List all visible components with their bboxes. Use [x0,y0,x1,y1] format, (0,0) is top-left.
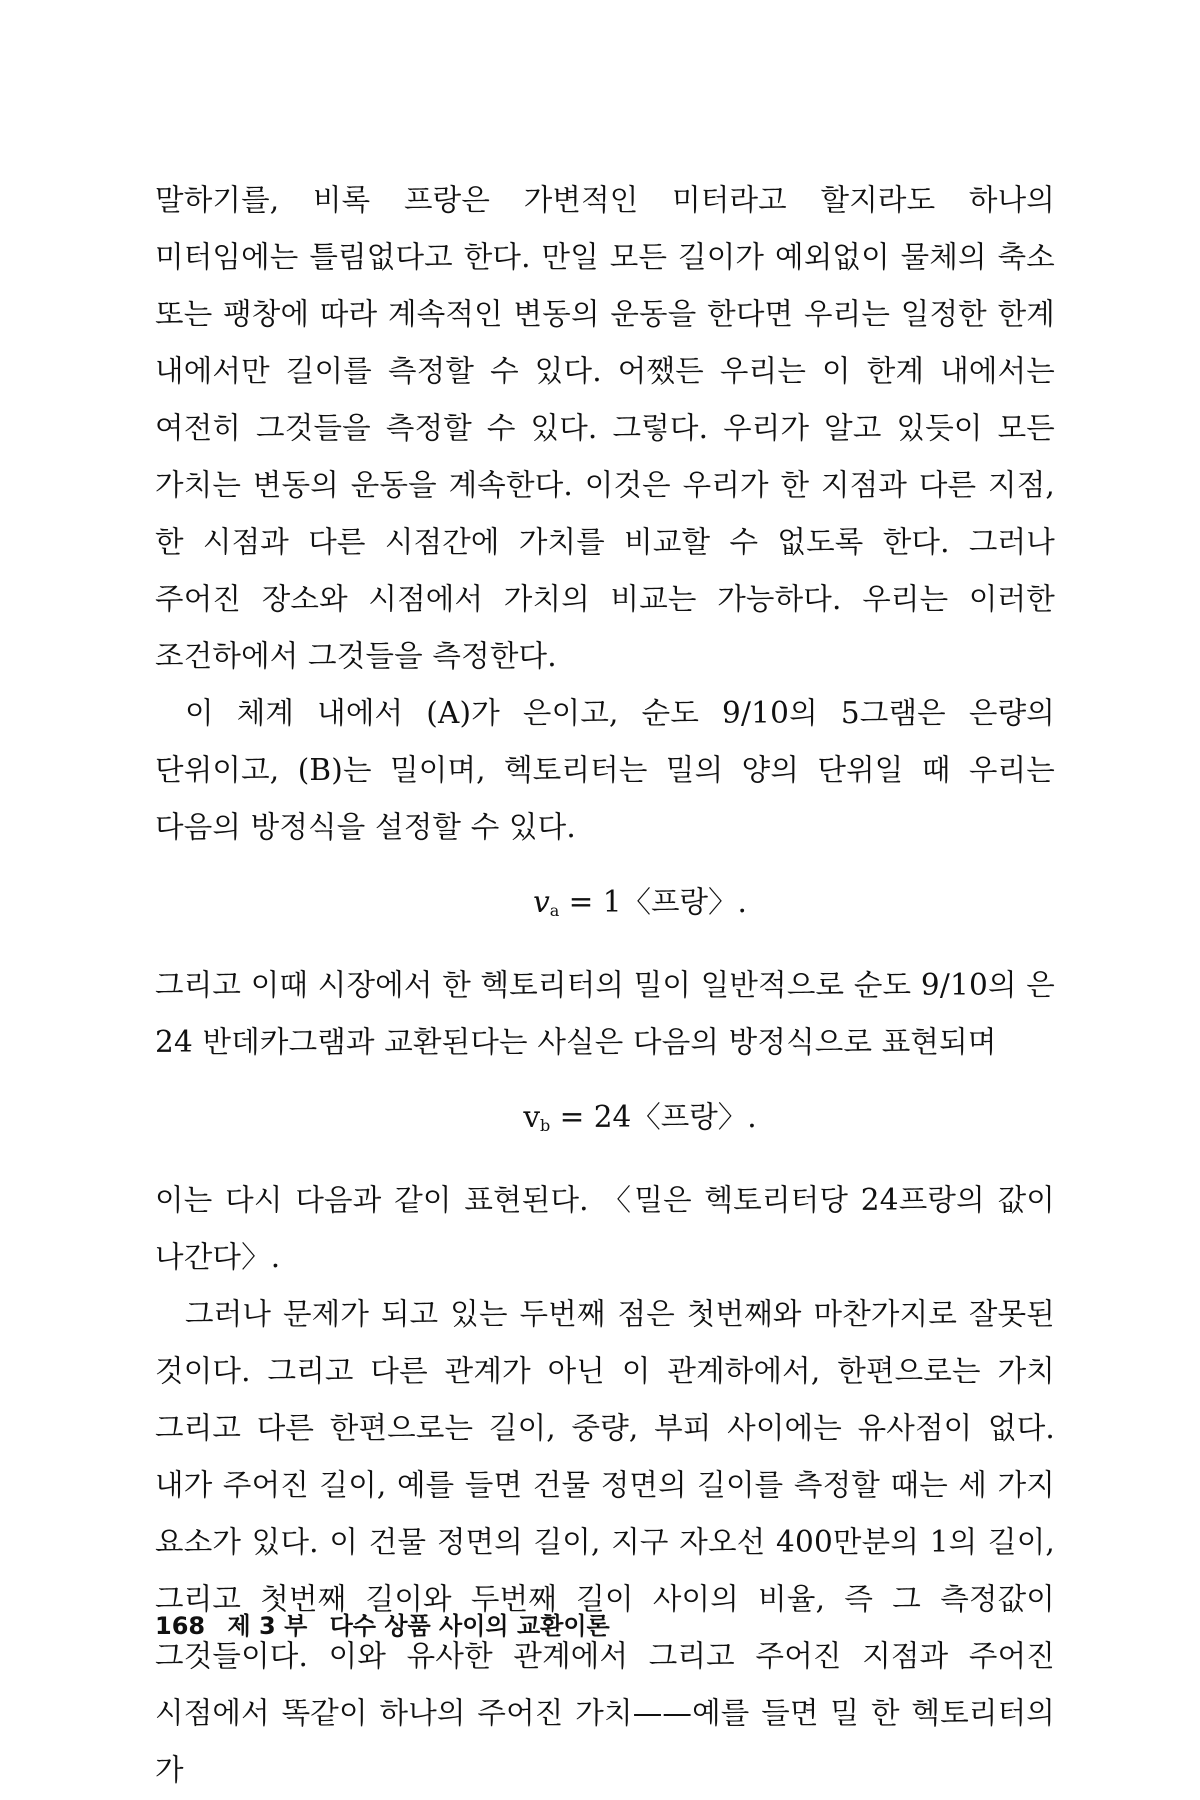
page-footer [155,1606,624,1641]
paragraph-1: 말하기를, 비록 프랑은 가변적인 미터라고 할지라도 하나의 미터임에는 틀림없다고 한다. 만일 모든 길이가 예외없이 물체의 축소 또는 팽창에 따라 계속적인 변동의 운동을 한다면 우리는 일정한 한계 내에서만 길이를 측정할 수 있다. 어쨌든 우리는 이 한계 내에서는 여전히 그것들을 측정할 수 있다. 그렇다. 우리가 알고 있듯이 모든 가치는 변동의 운동을 계속한다. 이것은 우리가 한 지점과 다른 지점, 한 시점과 다른 시점간에 가치를 비교할 수 없도록 한다. 그러나 주어진 장소와 시점에서 가치의 비교는 가능하다. 우리는 이러한 조건하에서 그것들을 측정한다. [155,183,1055,673]
equation-variable: v [533,885,550,919]
paragraph-4: 이는 다시 다음과 같이 표현된다. 〈밀은 헥토리터당 24프랑의 값이 나간다〉. [155,1183,1055,1274]
paragraph-5: 그러나 문제가 되고 있는 두번째 점은 첫번째와 마찬가지로 잘못된 것이다. 그리고 다른 관계가 아닌 이 관계하에서, 한편으로는 가치 그리고 다른 한편으로는 길이, 중량, 부피 사이에는 유사점이 없다. 내가 주어진 길이, 예를 들면 건물 정면의 길이를 측정할 때는 세 가지 요소가 있다. 이 건물 정면의 길이, 지구 자오선 400만분의 1의 길이, 그리고 첫번째 길이와 두번째 길이 사이의 비율, 즉 그 측정값이 그것들이다. 이와 유사한 관계에서 그리고 주어진 지점과 주어진 시점에서 똑같이 하나의 주어진 가치——예를 들면 밀 한 헥토리터의 가 [155,1297,1055,1787]
part-label: 제 3 부 [227,1612,308,1640]
equation-subscript: a [549,901,560,920]
page-number: 168 [155,1612,206,1640]
equation-rhs: = 1〈프랑〉. [559,885,747,919]
equation-subscript: b [540,1116,551,1135]
page-body [155,172,1055,1799]
paragraph-3: 그리고 이때 시장에서 한 헥토리터의 밀이 일반적으로 순도 9/10의 은 24 반데카그램과 교환된다는 사실은 다음의 방정식으로 표현되며 [155,968,1055,1059]
paragraph-2: 이 체계 내에서 (A)가 은이고, 순도 9/10의 5그램은 은량의 단위이고, (B)는 밀이며, 헥토리터는 밀의 양의 단위일 때 우리는 다음의 방정식을 설정할 수 있다. [155,696,1055,844]
equation-vb [155,1071,1055,1172]
equation-va [155,856,1055,957]
equation-variable: v [523,1100,541,1134]
chapter-title: 다수 상품 사이의 교환이론 [329,1612,610,1640]
equation-rhs: = 24〈프랑〉. [550,1100,757,1134]
